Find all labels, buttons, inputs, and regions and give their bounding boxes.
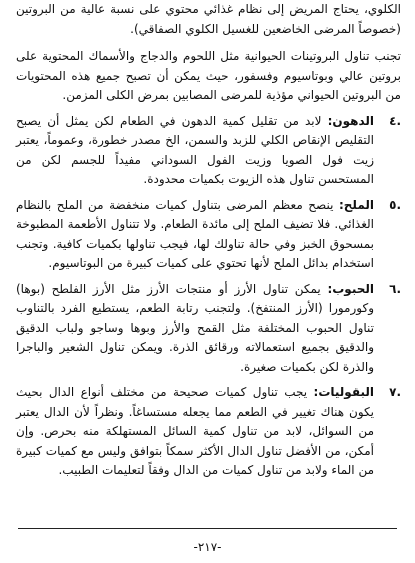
list-item-text: يمكن تناول الأرز أو منتجات الأرز مثل الأرز الفلطح (بوها) وكورمورا (الأرز المنتفخ). ولتجنب رتابة الطعم، يستطيع الفرد بالتناوب تناول الحبوب المختلفة مثل القمح والأرز وبوها وساجو ولباب الدقيق والدقيق بجميع استعمالاته ورقائق الذرة. ويمكن تناول الشعير والباجرا والذرة لكن بكميات صغيرة. <box>16 281 374 374</box>
protein-avoidance-paragraph: تجنب تناول البروتينات الحيوانية مثل اللحوم والدجاج والأسماك المحتوية على بروتين عالي وبوتاسيوم وفسفور، حيث يمكن أن تصبح جميع هذه المحتويات من البروتين الحيواني مؤذية للمرضى المصابين بمرض الكلى المزمن. <box>16 49 401 102</box>
list-item-fats <box>16 112 401 190</box>
page-number: -٢١٧- <box>193 540 222 554</box>
list-item-term: الدهون: <box>327 113 374 128</box>
list-item-term: الحبوب: <box>327 281 374 296</box>
list-item-text: يجب تناول كميات صحيحة من مختلف أنواع الدال بحيث يكون هناك تغيير في الطعم مما يجعله مستساغاً. ونظراً لأن الدال يعتبر من السوائل، لابد من تناول كمية السائل المستهلكة منه بحرص. وإن أمكن، من الأفضل تناول الدال الأكثر سمكاً بتوافق وليس مع كميات كبيرة من الماء ولابد من تناول كميات من الدال وفقاً لتعليمات الطبيب. <box>16 385 374 477</box>
list-item-number: .٥ <box>389 197 401 212</box>
continued-paragraph: الكلوي، يحتاج المريض إلى نظام غذائي محتوي على نسبة عالية من البروتين (خصوصاً المرضى الخاضعين للغسيل الكلوي الصفاقي). <box>16 2 401 36</box>
list-item-number: .٧ <box>389 385 401 399</box>
list-item-salt <box>16 196 401 274</box>
list-item-number: .٤ <box>389 113 401 128</box>
footer-divider <box>18 528 397 529</box>
list-item-term: البقوليات: <box>313 385 374 399</box>
list-item-number: .٦ <box>389 281 401 296</box>
list-item-term: الملح: <box>338 197 374 212</box>
list-item-text: ينصح معظم المرضى بتناول كميات منخفضة من الملح بالنظام الغذائي. فلا تضيف الملح إلى مائدة الطعام. ولا تتناول الأطعمة المطبوخة بمسحوق الخبز وفي حالة تناولك لها، فيجب تناولها بكميات كافية. وتجنب استخدام بدائل الملح لأنها تحتوي على كميات كبيرة من البوتاسيوم. <box>16 197 374 270</box>
list-item-legumes <box>16 383 401 481</box>
list-item-grains <box>16 280 401 378</box>
list-item-text: لابد من تقليل كمية الدهون في الطعام لكن يمثل أن يصبح التقليص الإنقاص الكلي للزبد والسمن، الخ مصدر خطورة، وعموماً، يعتبر زيت فول الصويا وزيت الفول السوداني مفيداً للجسم لكن من المستحسن تناول هذه الزيوت بكميات محدودة. <box>16 113 374 186</box>
